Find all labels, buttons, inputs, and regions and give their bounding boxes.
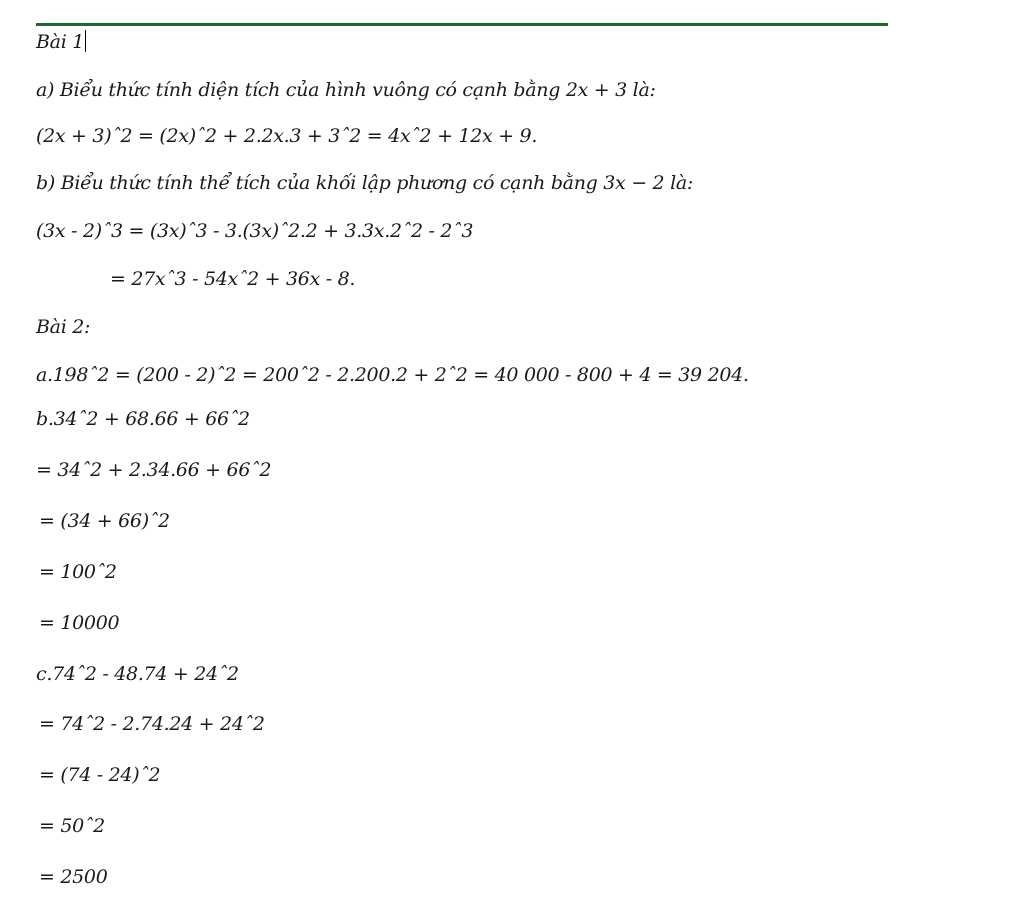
text-line: = 27xˆ3 - 54xˆ2 + 36x - 8. [110, 268, 356, 290]
text-line: = 2500 [39, 866, 108, 888]
text-line: a.198ˆ2 = (200 - 2)ˆ2 = 200ˆ2 - 2.200.2 + 2ˆ2 = 40 000 - 800 + 4 = 39 204. [36, 364, 749, 386]
text-line: = (74 - 24)ˆ2 [39, 764, 161, 786]
text-line: = 100ˆ2 [39, 561, 117, 583]
text-line: = 10000 [39, 612, 120, 634]
heading-bai-2: Bài 2: [36, 316, 91, 338]
text-line: a) Biểu thức tính diện tích của hình vuông có cạnh bằng 2x + 3 là: [36, 79, 656, 101]
text-line: b) Biểu thức tính thể tích của khối lập phương có cạnh bằng 3x − 2 là: [36, 172, 693, 194]
text-line: c.74ˆ2 - 48.74 + 24ˆ2 [36, 663, 239, 685]
document-body[interactable] [36, 0, 996, 897]
text-line: = 34ˆ2 + 2.34.66 + 66ˆ2 [36, 459, 272, 481]
text-line: b.34ˆ2 + 68.66 + 66ˆ2 [36, 408, 250, 430]
text-line: (3x - 2)ˆ3 = (3x)ˆ3 - 3.(3x)ˆ2.2 + 3.3x.2ˆ2 - 2ˆ3 [36, 220, 474, 242]
text-line: = (34 + 66)ˆ2 [39, 510, 170, 532]
text-line: = 74ˆ2 - 2.74.24 + 24ˆ2 [39, 713, 265, 735]
text-line: = 50ˆ2 [39, 815, 105, 837]
text-cursor [85, 30, 86, 52]
heading-bai-1 [36, 30, 86, 53]
text-line: (2x + 3)ˆ2 = (2x)ˆ2 + 2.2x.3 + 3ˆ2 = 4xˆ2 + 12x + 9. [36, 125, 538, 147]
heading-text: Bài 1 [36, 31, 84, 53]
